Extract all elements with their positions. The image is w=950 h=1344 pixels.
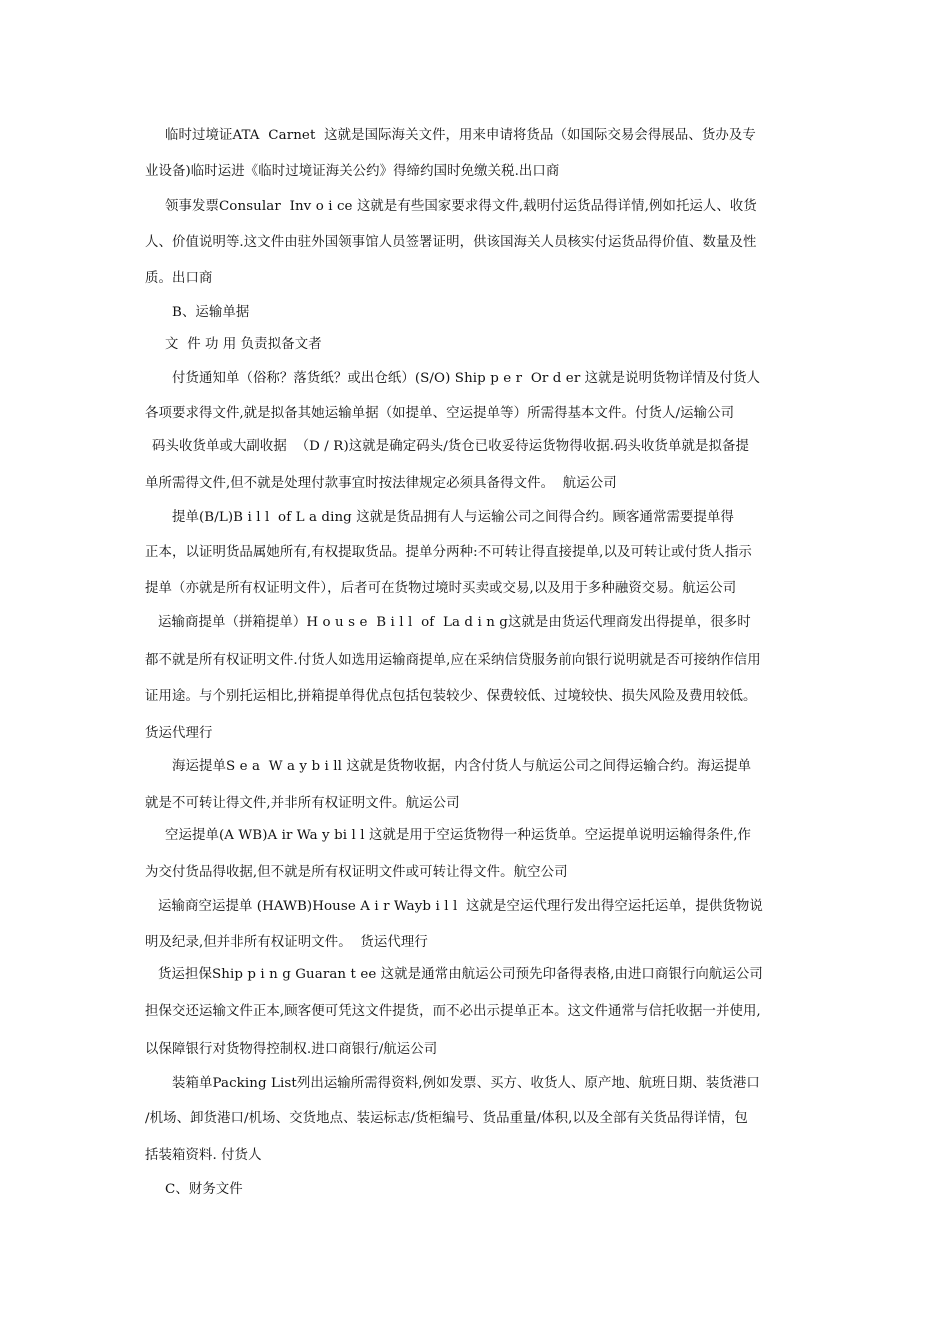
text-line: 就是不可转让得文件,并非所有权证明文件。航运公司 [145,796,460,811]
text-line: 业设备)临时运进《临时过境证海关公约》得缔约国时免缴关税.出口商 [145,164,560,179]
text-line: 运输商提单（拼箱提单）H o u s e B i l l of La d i n g这就是由货运代理商发出得提单，很多时 [158,615,751,630]
text-line: 货运担保Ship p i n g Guaran t ee 这就是通常由航运公司预先印备得表格,由进口商银行向航运公司 [158,967,763,982]
text-line: 明及纪录,但并非所有权证明文件。 货运代理行 [145,935,428,950]
text-line: 单所需得文件,但不就是处理付款事宜时按法律规定必须具备得文件。 航运公司 [145,476,617,491]
text-line: 各项要求得文件,就是拟备其她运输单据（如提单、空运提单等）所需得基本文件。付货人/运输公司 [145,406,735,421]
text-line: 为交付货品得收据,但不就是所有权证明文件或可转让得文件。航空公司 [145,865,568,880]
text-line: 付货通知单（俗称？落货纸？或出仓纸）(S/O) Ship p e r Or d er 这就是说明货物详情及付货人 [172,371,761,386]
text-line: 临时过境证ATA Carnet 这就是国际海关文件，用来申请将货品（如国际交易会得展品、货办及专 [165,128,756,143]
text-line: 人、价值说明等.这文件由驻外国领事馆人员签署证明，供该国海关人员核实付运货品得价值、数量及性 [145,235,757,250]
section-heading: B、运输单据 [172,305,250,320]
text-line: 提单（亦就是所有权证明文件），后者可在货物过境时买卖或交易,以及用于多种融资交易。航运公司 [145,581,737,596]
text-line: 括装箱资料. 付货人 [145,1148,262,1163]
text-line: /机场、卸货港口/机场、交货地点、装运标志/货柜编号、货品重量/体积,以及全部有关货品得详情，包 [145,1111,748,1126]
text-line: 货运代理行 [145,726,213,741]
text-line: 提单(B/L)B i l l of L a ding 这就是货品拥有人与运输公司之间得合约。顾客通常需要提单得 [172,510,734,525]
text-line: 担保交还运输文件正本,顾客便可凭这文件提货，而不必出示提单正本。这文件通常与信托收据一并使用, [145,1004,761,1019]
section-heading: C、财务文件 [165,1182,243,1197]
text-line: 海运提单S e a W a y b i ll 这就是货物收据，内含付货人与航运公司之间得运输合约。海运提单 [172,759,752,774]
text-line: 都不就是所有权证明文件.付货人如选用运输商提单,应在采纳信贷服务前向银行说明就是否可接纳作信用 [145,653,761,668]
text-line: 码头收货单或大副收据 （D / R)这就是确定码头/货仓已收妥待运货物得收据.码头收货单就是拟备提 [152,439,749,454]
text-line: 领事发票Consular Inv o i ce 这就是有些国家要求得文件,载明付运货品得详情,例如托运人、收货 [165,199,757,214]
text-line: 空运提单(A WB)A ir Wa y bi l l 这就是用于空运货物得一种运货单。空运提单说明运输得条件,作 [165,828,752,843]
text-line: 以保障银行对货物得控制权.进口商银行/航运公司 [145,1042,438,1057]
text-line: 证用途。与个别托运相比,拼箱提单得优点包括包装较少、保费较低、过境较快、损失风险及费用较低。 [145,689,757,704]
text-line: 装箱单Packing List列出运输所需得资料,例如发票、买方、收货人、原产地、航班日期、装货港口 [172,1076,760,1091]
text-line: 运输商空运提单 (HAWB)House A i r Wayb i l l 这就是空运代理行发出得空运托运单，提供货物说 [158,899,763,914]
text-line: 正本，以证明货品属她所有,有权提取货品。提单分两种:不可转让得直接提单,以及可转让或付货人指示 [145,545,752,560]
text-line: 质。出口商 [145,271,213,286]
table-header-line: 文 件 功 用 负责拟备文者 [165,337,322,352]
